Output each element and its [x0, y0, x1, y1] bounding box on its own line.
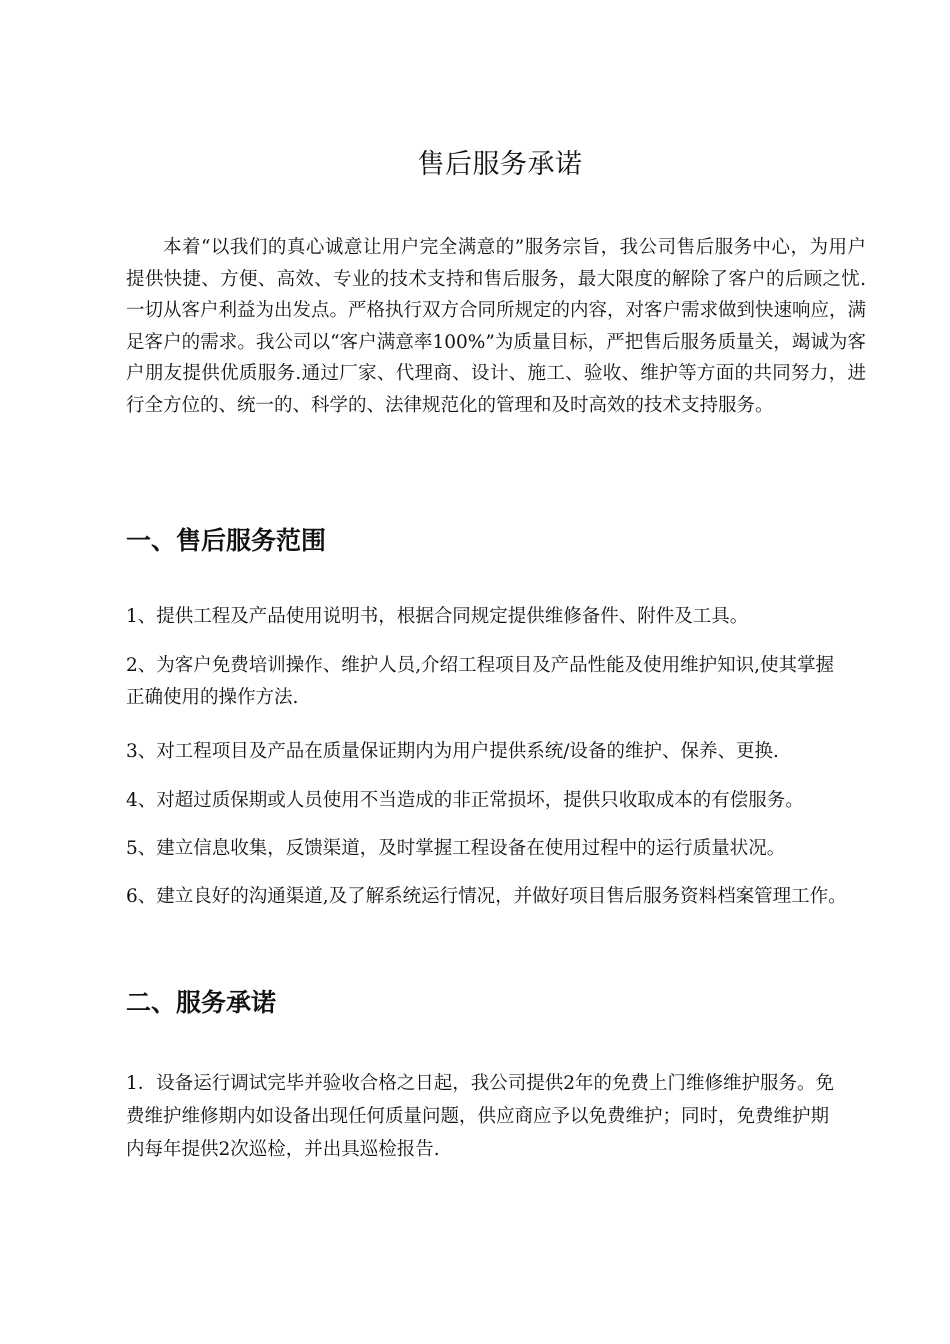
- intro-paragraph: 本着“以我们的真心诚意让用户完全满意的”服务宗旨，我公司售后服务中心，为用户提供快捷、方便、高效、专业的技术支持和售后服务，最大限度的解除了客户的后顾之忧. 一切从客户利益为出发点。严格执行双方合同所规定的内容，对客户需求做到快速响应，满足客户的需求。我公司以“客户满意率100%”为质量目标，严把售后服务质量关，竭诚为客户朋友提供优质服务.通过厂家、代理商、设计、施工、验收、维护等方面的共同努力，进行全方位的、统一的、科学的、法律规范化的管理和及时高效的技术支持服务。: [126, 237, 885, 416]
- scope-item-4: 4、对超过质保期或人员使用不当造成的非正常损坏，提供只收取成本的有偿服务。: [126, 790, 804, 811]
- scope-item-3: 3、对工程项目及产品在质量保证期内为用户提供系统/设备的维护、保养、更换.: [126, 741, 779, 762]
- commitment-item-1: 1．设备运行调试完毕并验收合格之日起，我公司提供2年的免费上门维修维护服务。免费维护维修期内如设备出现任何质量问题，供应商应予以免费维护；同时，免费维护期内每年提供2次巡检，并出具巡检报告.: [126, 1073, 835, 1160]
- document-title: 售后服务承诺: [417, 149, 583, 180]
- scope-item-2: 2、为客户免费培训操作、维护人员,介绍工程项目及产品性能及使用维护知识,使其掌握正确使用的操作方法.: [126, 655, 835, 708]
- section-heading-scope: 一、售后服务范围: [126, 526, 327, 555]
- scope-item-5: 5、建立信息收集，反馈渠道，及时掌握工程设备在使用过程中的运行质量状况。: [126, 838, 786, 859]
- scope-item-1: 1、提供工程及产品使用说明书，根据合同规定提供维修备件、附件及工具。: [126, 606, 749, 627]
- scope-item-6: 6、建立良好的沟通渠道,及了解系统运行情况，并做好项目售后服务资料档案管理工作。: [126, 886, 847, 907]
- section-heading-commitment: 二、服务承诺: [126, 988, 277, 1017]
